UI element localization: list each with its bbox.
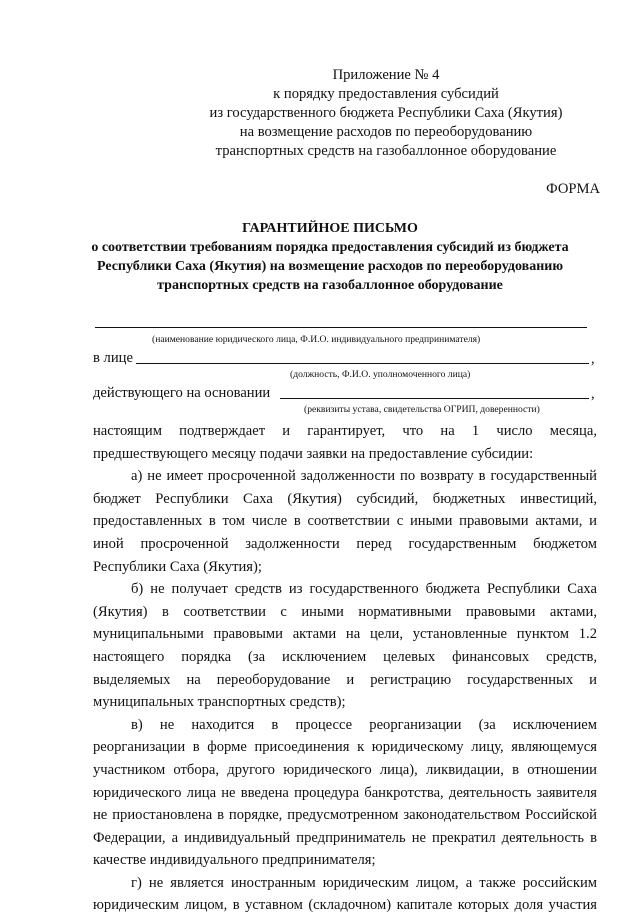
form-label: ФОРМА: [546, 181, 600, 197]
appendix-line: на возмещение расходов по переоборудованию: [239, 124, 533, 140]
person-comma: ,: [591, 351, 595, 367]
entity-name-caption: (наименование юридического лица, Ф.И.О. индивидуального предпринимателя): [152, 334, 481, 345]
basis-comma: ,: [591, 386, 595, 402]
item-g-paragraph: г) не является иностранным юридическим лицом, а также российским юридическим лицом, в уставном (складочном) капитале которых доля участия: [93, 874, 597, 914]
letter-body: [93, 420, 597, 917]
appendix-line: к порядку предоставления субсидий: [273, 86, 499, 102]
basis-caption: (реквизиты устава, свидетельства ОГРИП, доверенности): [304, 404, 540, 415]
appendix-header: [176, 66, 596, 161]
title-line: ГАРАНТИЙНОЕ ПИСЬМО: [242, 221, 418, 236]
title-line: о соответствии требованиям порядка предоставления субсидий из бюджета: [91, 240, 569, 255]
person-line[interactable]: [136, 363, 589, 364]
intro-paragraph: настоящим подтверждает и гарантирует, что на 1 число месяца, предшествующего месяцу подачи заявки на предоставление субсидии:: [93, 423, 597, 462]
title-line: транспортных средств на газобаллонное оборудование: [157, 278, 503, 293]
title-line: Республики Саха (Якутия) на возмещение расходов по переоборудованию: [96, 259, 564, 274]
appendix-line: из государственного бюджета Республики Саха (Якутия): [209, 105, 563, 121]
basis-label: действующего на основании: [93, 385, 271, 401]
appendix-line: транспортных средств на газобаллонное оборудование: [215, 143, 557, 159]
basis-line[interactable]: [280, 398, 589, 399]
item-a-paragraph: а) не имеет просроченной задолженности по возврату в государственный бюджет Республики Саха (Якутия) субсидий, бюджетных инвестиций, предоставленных в том числе в соответствии с иными правовыми актами, и иной просроченной задолженности перед государственным бюджетом Республики Саха (Якутия);: [93, 468, 597, 575]
document-title: [60, 219, 600, 295]
item-v-paragraph: в) не находится в процессе реорганизации (за исключением реорганизации в форме присоединения к юридическому лицу, являющемуся участником отбора, другого юридического лица), ликвидации, в отношении юридического лица не введена процедура банкротства, деятельность заявителя не приостановлена в порядке, предусмотренном законодательством Российской Федерации, а индивидуальный предприниматель не прекратил деятельность в качестве индивидуального предпринимателя;: [93, 716, 597, 869]
person-label: в лице: [93, 350, 133, 366]
item-b-paragraph: б) не получает средств из государственного бюджета Республики Саха (Якутия) в соответствии с иными нормативными правовыми актами, муниципальными правовыми актами на цели, установленные пунктом 1.2 настоящего порядка (за исключением целевых финансовых средств, выделяемых на переоборудование и регистрацию государственных и муниципальных транспортных средств);: [93, 581, 597, 711]
entity-name-line[interactable]: [95, 327, 587, 328]
person-caption: (должность, Ф.И.О. уполномоченного лица): [290, 369, 471, 380]
appendix-line: Приложение № 4: [332, 67, 440, 83]
